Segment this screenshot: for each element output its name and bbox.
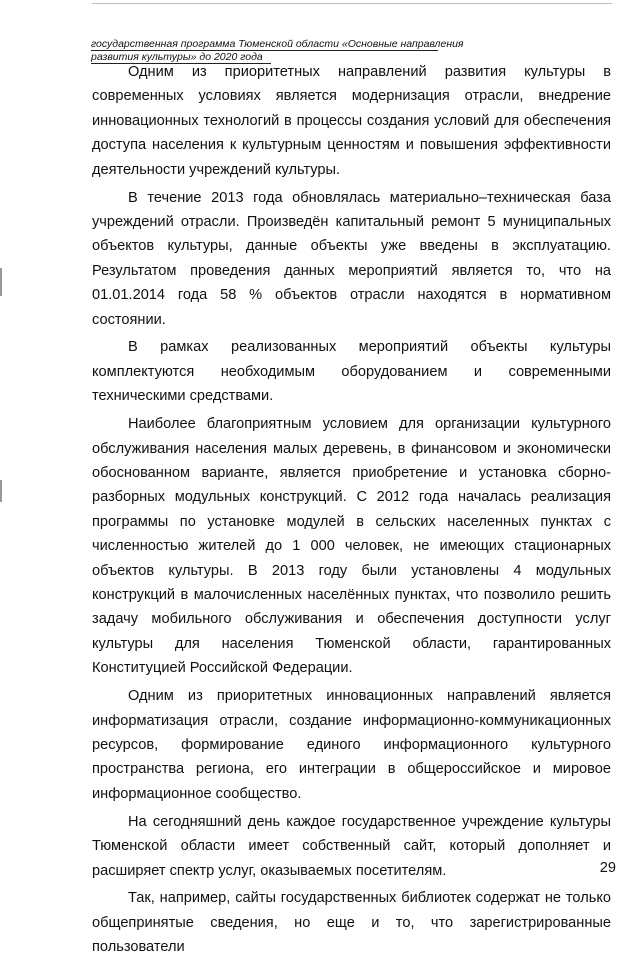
- scan-top-line: [92, 3, 612, 4]
- paragraph: В течение 2013 года обновлялась материально–техническая база учреждений отрасли. Произведён капитальный ремонт 5 муниципальных объектов культуры, данные объекты уже введены в эксплуатацию. Результатом проведения данных мероприятий является то, что на 01.01.2014 года 58 % объектов отрасли находятся в нормативном состоянии.: [92, 189, 611, 328]
- paragraph: Одним из приоритетных инновационных направлений является информатизация отрасли, создание информационно-коммуникационных ресурсов, формирование единого информационного культурного пространства региона, его интеграции в общероссийское и мировое информационное сообщество.: [92, 688, 611, 802]
- page-number: 29: [599, 860, 616, 876]
- paragraph: На сегодняшний день каждое государственное учреждение культуры Тюменской области имеет собственный сайт, который дополняет и расширяет спектр услуг, оказываемых посетителям.: [92, 813, 611, 879]
- document-body: [92, 60, 611, 963]
- paragraph: Так, например, сайты государственных библиотек содержат не только общепринятые сведения, но еще и то, что зарегистрированные пользователи: [92, 890, 611, 956]
- paragraph: Наиболее благоприятным условием для организации культурного обслуживания населения малых деревень, в финансовом и экономически обоснованном варианте, является приобретение и установка сборно-разборных модульных конструкций. С 2012 года началась реализация программы по установке модулей в сельских населенных пунктах с численностью жителей до 1 000 человек, не имеющих стационарных объектов культуры. В 2013 году были установлены 4 модульных конструкций в малочисленных населённых пунктах, что позволило решить задачу мобильного обслуживания и обеспечения доступности услуг культуры для населения Тюменской области, гарантированных Конституцией Российской Федерации.: [92, 416, 611, 677]
- scan-edge-mark: [0, 268, 2, 296]
- header-line-2: развития культуры» до 2020 года: [91, 51, 271, 64]
- paragraph: В рамках реализованных мероприятий объекты культуры комплектуются необходимым оборудованием и современными техническими средствами.: [92, 339, 611, 405]
- paragraph: Одним из приоритетных направлений развития культуры в современных условиях является модернизация отрасли, внедрение инновационных технологий в процессы создания условий для обеспечения доступа населения к культурным ценностям и повышения эффективности деятельности учреждений культуры.: [92, 64, 611, 178]
- header-line-1: государственная программа Тюменской области «Основные направления: [91, 38, 464, 50]
- scan-edge-mark: [0, 480, 2, 502]
